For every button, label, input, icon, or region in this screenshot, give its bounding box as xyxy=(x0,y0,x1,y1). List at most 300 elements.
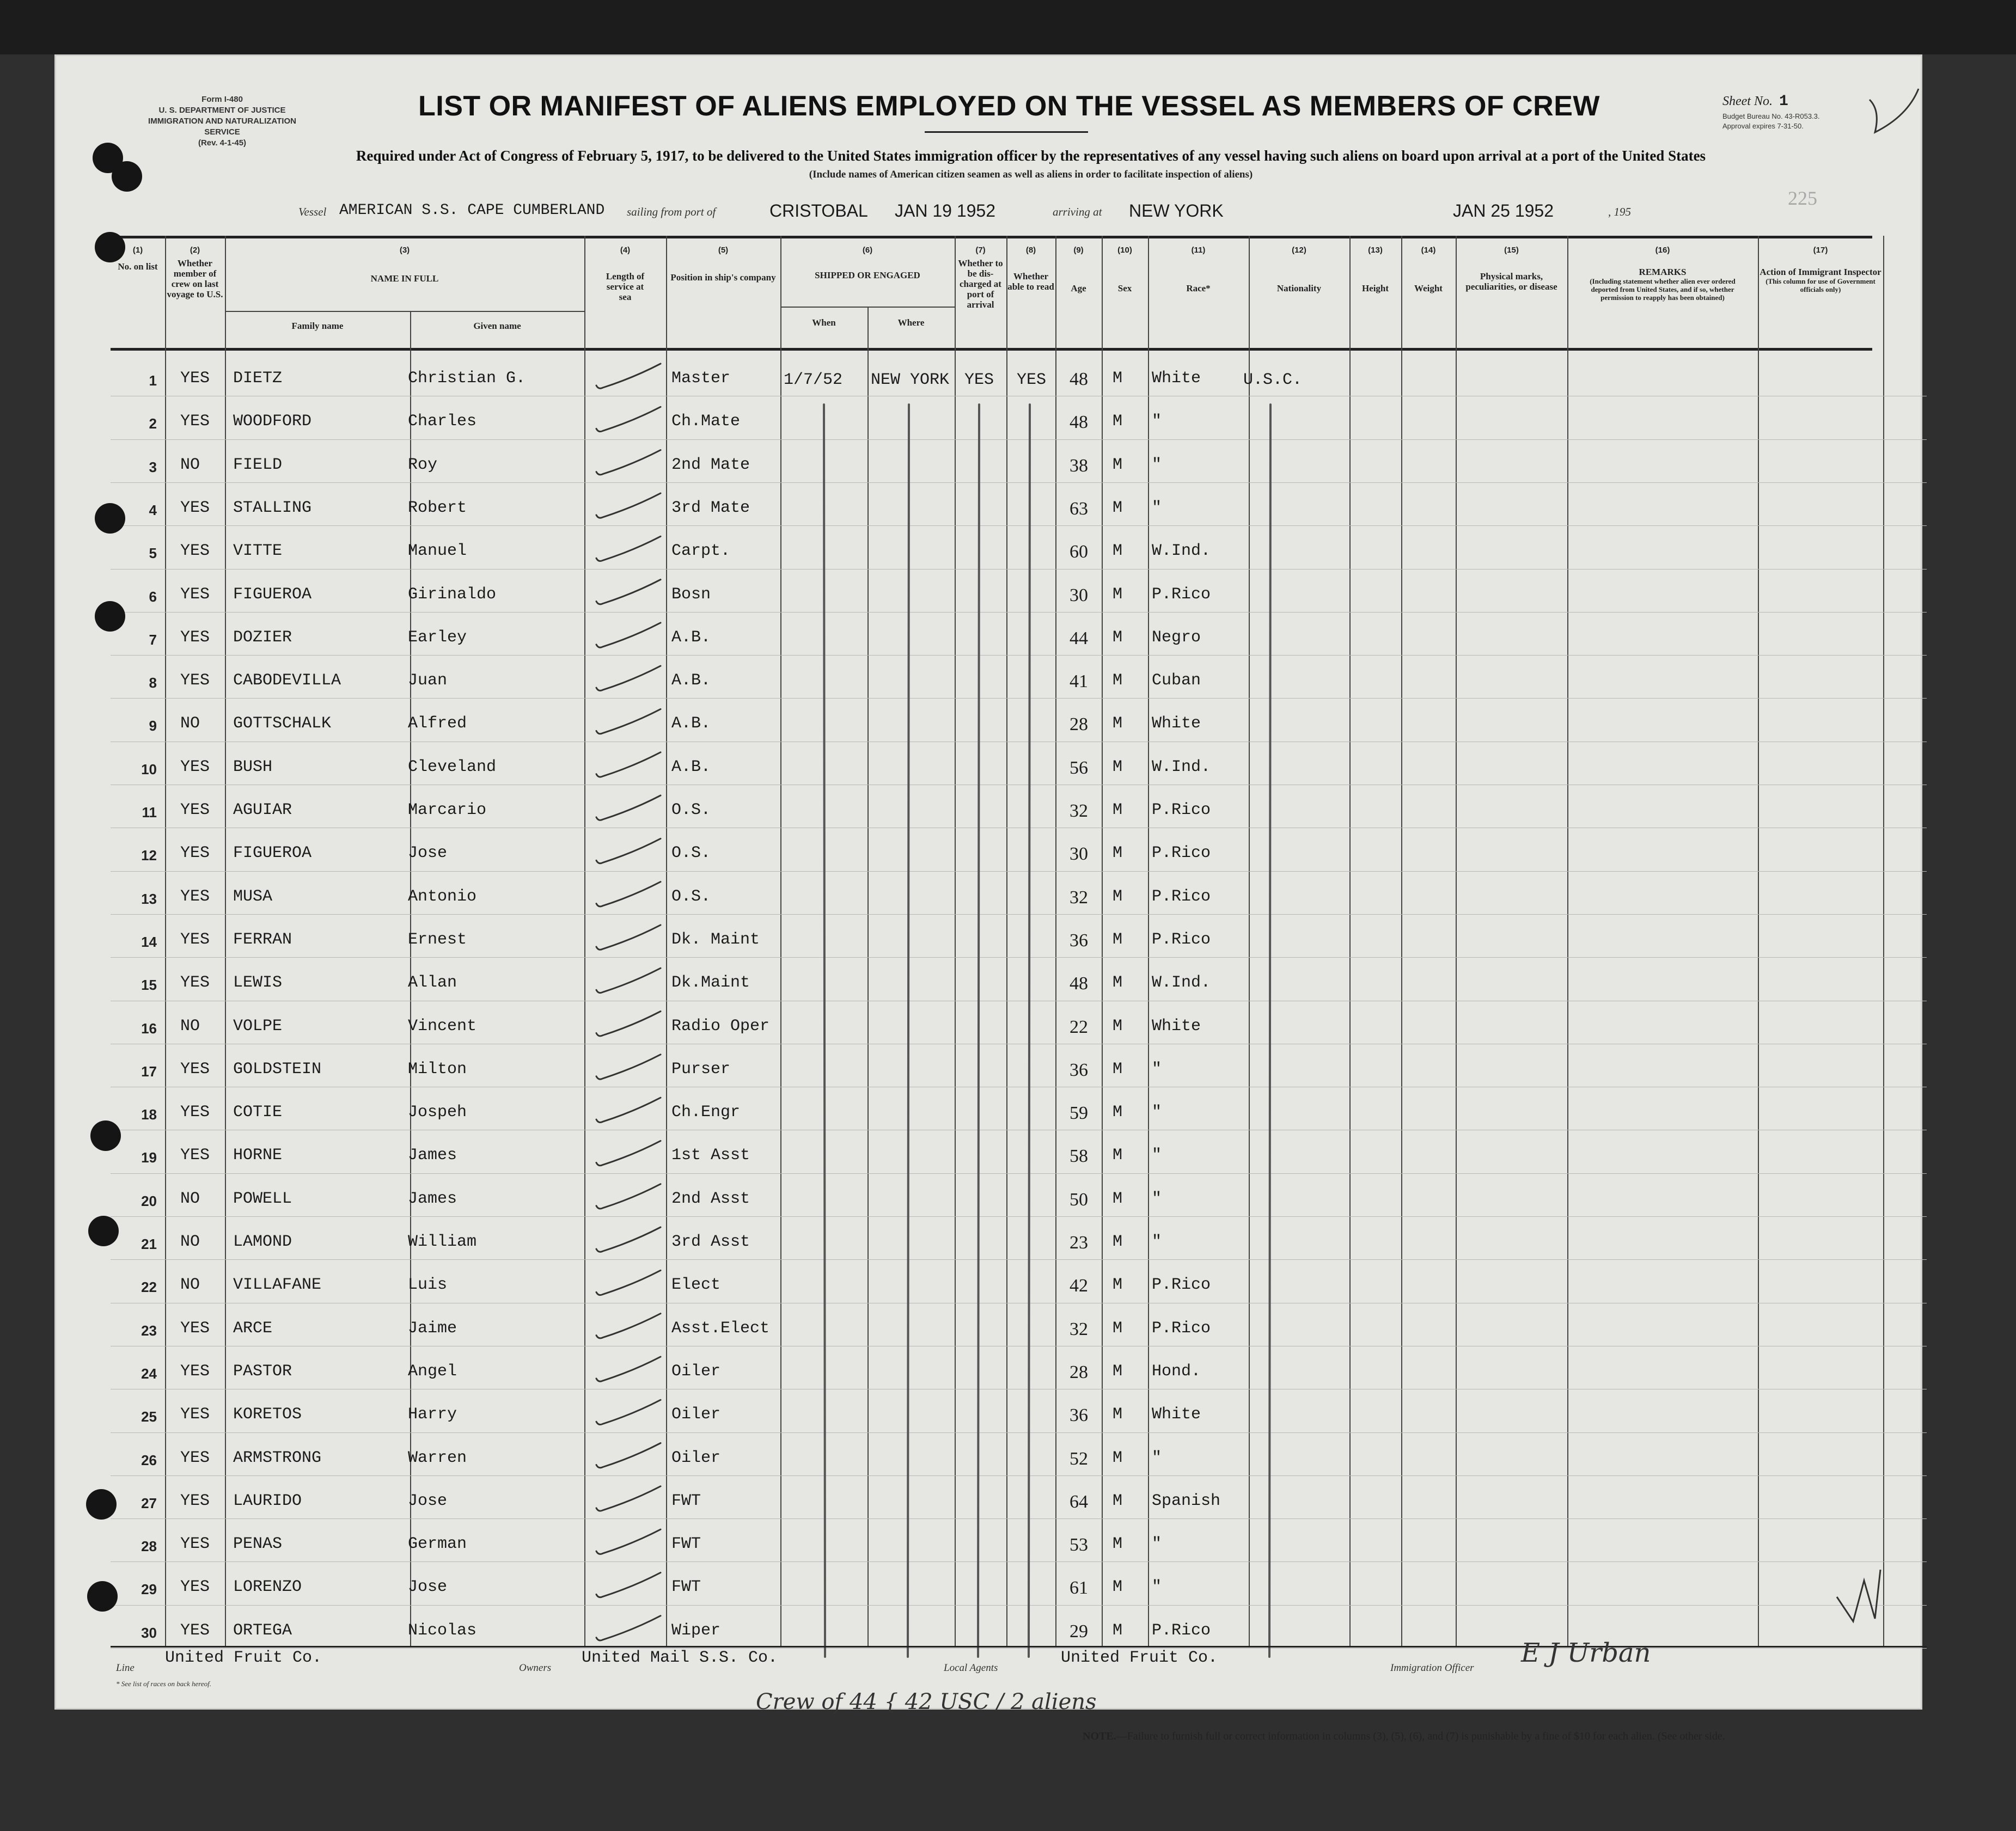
given-name-cell: Jospeh xyxy=(408,1103,467,1122)
position-cell: 2nd Mate xyxy=(671,455,750,474)
last-voyage-cell: YES xyxy=(180,1578,210,1597)
header-position-text: Position in ship's company xyxy=(670,272,776,283)
position-cell: Asst.Elect xyxy=(671,1319,770,1338)
age-cell: 42 xyxy=(1070,1276,1088,1296)
service-check-mark xyxy=(596,795,661,820)
given-name-cell: James xyxy=(408,1146,457,1165)
header-last-voyage-text: Whether member of crew on last voyage to U.S. xyxy=(167,258,223,299)
service-check-mark xyxy=(596,1012,661,1036)
header-height-text: Height xyxy=(1361,283,1389,293)
race-cell: " xyxy=(1152,1578,1162,1597)
row-number: 23 xyxy=(141,1322,157,1339)
service-check-mark xyxy=(596,968,661,993)
given-name-cell: Warren xyxy=(408,1448,467,1467)
binder-hole xyxy=(95,601,125,632)
year-suffix: , 195 xyxy=(1608,205,1631,218)
service-check-mark xyxy=(596,364,661,388)
last-voyage-cell: YES xyxy=(180,628,210,647)
family-name-cell: BUSH xyxy=(233,757,273,776)
service-check-mark xyxy=(596,1357,661,1381)
header-read-number: (8) xyxy=(1025,246,1036,255)
inspector-initial-mark xyxy=(1837,1570,1880,1621)
header-sex-text: Sex xyxy=(1117,283,1132,293)
sex-cell: M xyxy=(1113,1578,1123,1597)
arrival-date: JAN 25 1952 xyxy=(1453,201,1554,221)
department-name: U. S. DEPARTMENT OF JUSTICE xyxy=(158,106,286,115)
position-cell: A.B. xyxy=(671,757,711,776)
race-cell: White xyxy=(1152,369,1201,388)
race-cell: " xyxy=(1152,1103,1162,1122)
given-name-cell: Milton xyxy=(408,1060,467,1079)
family-name-cell: FIGUEROA xyxy=(233,585,312,604)
position-cell: FWT xyxy=(671,1578,701,1597)
header-age-number: (9) xyxy=(1073,246,1084,255)
binder-hole xyxy=(95,503,125,534)
age-cell: 53 xyxy=(1070,1535,1088,1556)
race-cell: " xyxy=(1152,498,1162,517)
row-number: 8 xyxy=(149,675,157,691)
family-name-cell: PASTOR xyxy=(233,1362,292,1381)
sex-cell: M xyxy=(1113,1016,1123,1036)
header-age-text: Age xyxy=(1071,283,1086,293)
row-number: 6 xyxy=(149,588,157,605)
age-cell: 44 xyxy=(1070,628,1088,648)
position-cell: Elect xyxy=(671,1276,721,1295)
handwritten-crew-tally: Crew of 44 { 42 USC / 2 aliens xyxy=(756,1689,1097,1714)
race-cell: Cuban xyxy=(1152,671,1201,690)
sex-cell: M xyxy=(1113,844,1123,863)
given-name-cell: James xyxy=(408,1189,457,1208)
line-label: Line xyxy=(116,1662,135,1674)
sex-cell: M xyxy=(1113,1491,1123,1510)
service-name: IMMIGRATION AND NATURALIZATION SERVICE xyxy=(148,117,296,137)
service-check-mark xyxy=(596,1270,661,1295)
age-cell: 30 xyxy=(1070,844,1088,865)
position-cell: Purser xyxy=(671,1060,731,1079)
last-voyage-cell: YES xyxy=(180,844,210,863)
last-voyage-cell: YES xyxy=(180,1405,210,1424)
service-check-mark xyxy=(596,1443,661,1468)
position-cell: Bosn xyxy=(671,585,711,604)
when-ditto-line xyxy=(823,405,825,1657)
age-cell: 60 xyxy=(1070,542,1088,562)
row1-shipped-when: 1/7/52 xyxy=(784,371,843,389)
service-check-mark xyxy=(596,1184,661,1209)
race-cell: Hond. xyxy=(1152,1362,1201,1381)
given-name-cell: Antonio xyxy=(408,887,477,906)
last-voyage-cell: YES xyxy=(180,412,210,431)
position-cell: 3rd Mate xyxy=(671,498,750,517)
arriving-at-label: arriving at xyxy=(1053,205,1102,218)
age-cell: 32 xyxy=(1070,1319,1088,1339)
last-voyage-cell: NO xyxy=(180,1016,200,1036)
row-number: 1 xyxy=(149,372,157,389)
header-no-number: (1) xyxy=(132,246,143,255)
family-name-cell: WOODFORD xyxy=(233,412,312,431)
sex-cell: M xyxy=(1113,369,1123,388)
service-check-mark xyxy=(596,1098,661,1122)
sex-cell: M xyxy=(1113,455,1123,474)
race-cell: " xyxy=(1152,1535,1162,1554)
family-name-cell: ARMSTRONG xyxy=(233,1448,322,1467)
sex-cell: M xyxy=(1113,1405,1123,1424)
race-cell: " xyxy=(1152,1233,1162,1251)
service-check-mark xyxy=(596,407,661,431)
position-cell: Dk. Maint xyxy=(671,930,760,949)
local-agents-value: United Fruit Co. xyxy=(1061,1649,1218,1667)
line-value: United Fruit Co. xyxy=(165,1649,322,1667)
last-voyage-cell: NO xyxy=(180,714,200,733)
family-name-cell: GOLDSTEIN xyxy=(233,1060,322,1079)
race-cell: P.Rico xyxy=(1152,844,1211,863)
position-cell: Oiler xyxy=(671,1362,721,1381)
where-ditto-line xyxy=(908,405,909,1657)
binder-hole xyxy=(95,232,125,262)
age-cell: 63 xyxy=(1070,498,1088,519)
family-name-cell: FIGUEROA xyxy=(233,844,312,863)
age-cell: 36 xyxy=(1070,1405,1088,1426)
immigration-officer-label: Immigration Officer xyxy=(1390,1662,1474,1674)
age-cell: 48 xyxy=(1070,973,1088,994)
position-cell: 3rd Asst xyxy=(671,1233,750,1251)
race-cell: W.Ind. xyxy=(1152,542,1211,561)
service-check-mark xyxy=(596,1529,661,1554)
sex-cell: M xyxy=(1113,498,1123,517)
given-name-cell: Jose xyxy=(408,844,448,863)
sex-cell: M xyxy=(1113,1103,1123,1122)
position-cell: Ch.Mate xyxy=(671,412,741,431)
sex-cell: M xyxy=(1113,714,1123,733)
header-sex-number: (10) xyxy=(1117,246,1132,255)
given-name-cell: Earley xyxy=(408,628,467,647)
service-check-mark xyxy=(596,450,661,475)
age-cell: 64 xyxy=(1070,1491,1088,1512)
header-where-text: Where xyxy=(897,317,925,328)
row-number: 12 xyxy=(141,847,157,864)
given-name-cell: Christian G. xyxy=(408,369,526,388)
row-number: 9 xyxy=(149,718,157,734)
statutory-subtitle: Required under Act of Congress of February 5, 1917, to be delivered to the United States immigration officer by the representatives of any vessel having such aliens on board upon arrival at a port of the United States xyxy=(356,148,1706,164)
given-name-cell: Roy xyxy=(408,455,438,474)
sailing-from-label: sailing from port of xyxy=(627,205,716,218)
family-name-cell: FERRAN xyxy=(233,930,292,949)
family-name-cell: DIETZ xyxy=(233,369,283,388)
header-height-number: (13) xyxy=(1368,246,1383,255)
age-cell: 22 xyxy=(1070,1016,1088,1037)
row-number: 29 xyxy=(141,1581,157,1598)
family-name-cell: VOLPE xyxy=(233,1016,283,1036)
last-voyage-cell: YES xyxy=(180,1448,210,1467)
header-discharged-number: (7) xyxy=(975,246,986,255)
binder-hole xyxy=(90,1120,121,1151)
sex-cell: M xyxy=(1113,1276,1123,1295)
race-cell: P.Rico xyxy=(1152,1276,1211,1295)
age-cell: 59 xyxy=(1070,1103,1088,1124)
binder-hole xyxy=(86,1489,117,1520)
race-cell: W.Ind. xyxy=(1152,973,1211,993)
race-cell: White xyxy=(1152,1016,1201,1036)
position-cell: Wiper xyxy=(671,1621,721,1640)
family-name-cell: COTIE xyxy=(233,1103,283,1122)
scan-border xyxy=(0,0,2016,54)
service-check-mark xyxy=(596,1486,661,1511)
row-number: 10 xyxy=(141,761,157,777)
family-name-cell: VILLAFANE xyxy=(233,1276,322,1295)
race-cell: White xyxy=(1152,714,1201,733)
given-name-cell: Alfred xyxy=(408,714,467,733)
row1-discharged: YES xyxy=(964,371,994,389)
sex-cell: M xyxy=(1113,671,1123,690)
position-cell: A.B. xyxy=(671,628,711,647)
given-name-cell: German xyxy=(408,1535,467,1554)
position-cell: A.B. xyxy=(671,714,711,733)
family-name-cell: PENAS xyxy=(233,1535,283,1554)
age-cell: 36 xyxy=(1070,930,1088,951)
sex-cell: M xyxy=(1113,1319,1123,1338)
age-cell: 23 xyxy=(1070,1233,1088,1253)
last-voyage-cell: YES xyxy=(180,369,210,388)
family-name-cell: LAURIDO xyxy=(233,1491,302,1510)
binder-hole xyxy=(112,161,142,192)
service-check-mark xyxy=(596,536,661,561)
row-number: 27 xyxy=(141,1495,157,1511)
race-cell: P.Rico xyxy=(1152,887,1211,906)
age-cell: 38 xyxy=(1070,455,1088,476)
given-name-cell: Jose xyxy=(408,1491,448,1510)
row-number: 24 xyxy=(141,1365,157,1382)
last-voyage-cell: YES xyxy=(180,757,210,776)
sex-cell: M xyxy=(1113,887,1123,906)
binder-hole xyxy=(87,1581,118,1612)
age-cell: 48 xyxy=(1070,369,1088,389)
age-cell: 28 xyxy=(1070,714,1088,735)
family-name-cell: LEWIS xyxy=(233,973,283,993)
header-shipped-number: (6) xyxy=(862,246,873,255)
race-cell: P.Rico xyxy=(1152,1621,1211,1640)
row-number: 22 xyxy=(141,1279,157,1296)
sex-cell: M xyxy=(1113,930,1123,949)
sex-cell: M xyxy=(1113,1362,1123,1381)
given-name-cell: Marcario xyxy=(408,801,487,819)
header-remarks-subtext: (Including statement whether alien ever ordered deported from United States, and if so, whether permission to reapply has been obtained) xyxy=(1590,277,1736,302)
header-read-text: Whether able to read xyxy=(1007,271,1054,292)
header-service-number: (4) xyxy=(620,246,631,255)
family-name-cell: AGUIAR xyxy=(233,801,292,819)
sex-cell: M xyxy=(1113,801,1123,819)
sex-cell: M xyxy=(1113,585,1123,604)
row-number: 19 xyxy=(141,1149,157,1166)
vessel-name: AMERICAN S.S. CAPE CUMBERLAND xyxy=(339,202,605,219)
given-name-cell: Charles xyxy=(408,412,477,431)
sex-cell: M xyxy=(1113,628,1123,647)
header-family-name-text: Family name xyxy=(291,321,344,331)
family-name-cell: HORNE xyxy=(233,1146,283,1165)
header-position-number: (5) xyxy=(718,246,729,255)
row-number: 28 xyxy=(141,1538,157,1555)
header-action-number: (17) xyxy=(1813,246,1828,255)
service-check-mark xyxy=(596,882,661,907)
sex-cell: M xyxy=(1113,1621,1123,1640)
last-voyage-cell: YES xyxy=(180,1103,210,1122)
service-check-mark xyxy=(596,752,661,777)
service-check-mark xyxy=(596,666,661,690)
last-voyage-cell: NO xyxy=(180,1233,200,1251)
race-cell: P.Rico xyxy=(1152,801,1211,819)
last-voyage-cell: YES xyxy=(180,1621,210,1640)
sex-cell: M xyxy=(1113,1189,1123,1208)
last-voyage-cell: NO xyxy=(180,1189,200,1208)
ditto-strokes xyxy=(56,56,1924,1711)
stamped-number: 225 xyxy=(1788,187,1817,209)
last-voyage-cell: YES xyxy=(180,973,210,993)
header-physical-number: (15) xyxy=(1504,246,1519,255)
age-cell: 32 xyxy=(1070,887,1088,908)
last-voyage-cell: YES xyxy=(180,1362,210,1381)
binder-hole xyxy=(88,1216,119,1246)
corner-check-mark xyxy=(1870,89,1919,132)
nationality-ditto-line xyxy=(1269,405,1271,1657)
sheet-number-value: 1 xyxy=(1779,93,1788,110)
family-name-cell: GOTTSCHALK xyxy=(233,714,332,733)
row-number: 15 xyxy=(141,977,157,994)
sex-cell: M xyxy=(1113,542,1123,561)
age-cell: 48 xyxy=(1070,412,1088,433)
given-name-cell: Manuel xyxy=(408,542,467,561)
last-voyage-cell: YES xyxy=(180,930,210,949)
family-name-cell: FIELD xyxy=(233,455,283,474)
service-check-mark xyxy=(596,925,661,950)
row-number: 3 xyxy=(149,458,157,475)
position-cell: O.S. xyxy=(671,844,711,863)
service-check-mark xyxy=(596,1055,661,1079)
last-voyage-cell: YES xyxy=(180,1146,210,1165)
race-cell: " xyxy=(1152,455,1162,474)
position-cell: O.S. xyxy=(671,887,711,906)
age-cell: 61 xyxy=(1070,1578,1088,1599)
row-number: 30 xyxy=(141,1624,157,1641)
header-discharged-text: Whether to be dis-charged at port of arrival xyxy=(958,258,1003,310)
row-number: 21 xyxy=(141,1236,157,1252)
family-name-cell: LORENZO xyxy=(233,1578,302,1597)
departure-date: JAN 19 1952 xyxy=(895,201,996,221)
family-name-cell: CABODEVILLA xyxy=(233,671,341,690)
last-voyage-cell: YES xyxy=(180,498,210,517)
races-footnote: * See list of races on back hereof. xyxy=(116,1680,211,1688)
race-cell: W.Ind. xyxy=(1152,757,1211,776)
service-check-mark xyxy=(596,1314,661,1338)
position-cell: Oiler xyxy=(671,1405,721,1424)
given-name-cell: Jaime xyxy=(408,1319,457,1338)
header-physical-text: Physical marks, peculiarities, or disease xyxy=(1465,271,1557,292)
service-check-mark xyxy=(596,1616,661,1640)
given-name-cell: Allan xyxy=(408,973,457,993)
row1-shipped-where: NEW YORK xyxy=(871,371,950,389)
family-name-cell: VITTE xyxy=(233,542,283,561)
race-cell: Negro xyxy=(1152,628,1201,647)
service-check-marks xyxy=(596,364,661,1640)
header-race-number: (11) xyxy=(1191,246,1206,255)
race-cell: P.Rico xyxy=(1152,585,1211,604)
last-voyage-cell: YES xyxy=(180,542,210,561)
local-agents-label: Local Agents xyxy=(944,1662,998,1674)
service-check-mark xyxy=(596,1400,661,1424)
owners-value: United Mail S.S. Co. xyxy=(582,1649,778,1667)
budget-bureau-no: Budget Bureau No. 43-R053.3. xyxy=(1722,112,1820,120)
owners-label: Owners xyxy=(519,1662,552,1674)
given-name-cell: Jose xyxy=(408,1578,448,1597)
departure-port: CRISTOBAL xyxy=(769,201,868,221)
given-name-cell: Juan xyxy=(408,671,448,690)
race-cell: White xyxy=(1152,1405,1201,1424)
form-number: Form I-480 xyxy=(201,95,243,104)
position-cell: 1st Asst xyxy=(671,1146,750,1165)
race-cell: " xyxy=(1152,1146,1162,1165)
position-cell: Radio Oper xyxy=(671,1016,770,1036)
header-last-voyage-number: (2) xyxy=(190,246,200,255)
position-cell: Dk.Maint xyxy=(671,973,750,993)
last-voyage-cell: YES xyxy=(180,1060,210,1079)
sex-cell: M xyxy=(1113,757,1123,776)
age-cell: 32 xyxy=(1070,801,1088,821)
sex-cell: M xyxy=(1113,1535,1123,1554)
position-cell: Ch.Engr xyxy=(671,1103,741,1122)
age-cell: 30 xyxy=(1070,585,1088,605)
race-cell: " xyxy=(1152,412,1162,431)
family-name-cell: KORETOS xyxy=(233,1405,302,1424)
row1-nationality: U.S.C. xyxy=(1243,371,1303,389)
row-number: 11 xyxy=(142,804,157,820)
header-name-number: (3) xyxy=(399,246,410,255)
last-voyage-cell: YES xyxy=(180,585,210,604)
age-cell: 28 xyxy=(1070,1362,1088,1382)
race-cell: Spanish xyxy=(1152,1491,1221,1510)
header-weight-text: Weight xyxy=(1414,283,1443,293)
last-voyage-cell: NO xyxy=(180,1276,200,1295)
family-name-cell: ARCE xyxy=(233,1319,273,1338)
race-cell: P.Rico xyxy=(1152,930,1211,949)
vessel-label: Vessel xyxy=(298,205,327,218)
last-voyage-cell: YES xyxy=(180,1491,210,1510)
last-voyage-cell: YES xyxy=(180,801,210,819)
header-race-text: Race* xyxy=(1186,283,1211,293)
row-number: 5 xyxy=(149,545,157,562)
sex-cell: M xyxy=(1113,1060,1123,1079)
row-number: 17 xyxy=(141,1063,157,1080)
header-shipped-text: SHIPPED OR ENGAGED xyxy=(815,270,920,280)
position-cell: FWT xyxy=(671,1491,701,1510)
header-service-text: Length of service at sea xyxy=(606,271,645,302)
note-lead: NOTE. xyxy=(1083,1730,1116,1742)
sex-cell: M xyxy=(1113,412,1123,431)
header-action-text: Action of Immigrant Inspector xyxy=(1760,267,1881,277)
row-number: 4 xyxy=(149,501,157,518)
race-cell: " xyxy=(1152,1448,1162,1467)
row-number: 14 xyxy=(141,933,157,950)
revision-date: (Rev. 4-1-45) xyxy=(198,138,247,148)
row-number: 18 xyxy=(141,1106,157,1123)
position-cell: A.B. xyxy=(671,671,711,690)
penalty-note xyxy=(1083,1730,1725,1743)
position-cell: FWT xyxy=(671,1535,701,1554)
footer-rule xyxy=(111,1646,1927,1648)
header-action-subtext: (This column for use of Government officials only) xyxy=(1765,277,1876,293)
service-check-mark xyxy=(596,1572,661,1597)
service-check-mark xyxy=(596,709,661,733)
row-number: 20 xyxy=(141,1192,157,1209)
read-ditto-line xyxy=(1029,405,1030,1657)
sheet-number-label: Sheet No. xyxy=(1722,94,1773,108)
subtitle-note: (Include names of American citizen seamen as well as aliens in order to facilitate inspection of aliens) xyxy=(809,169,1253,180)
